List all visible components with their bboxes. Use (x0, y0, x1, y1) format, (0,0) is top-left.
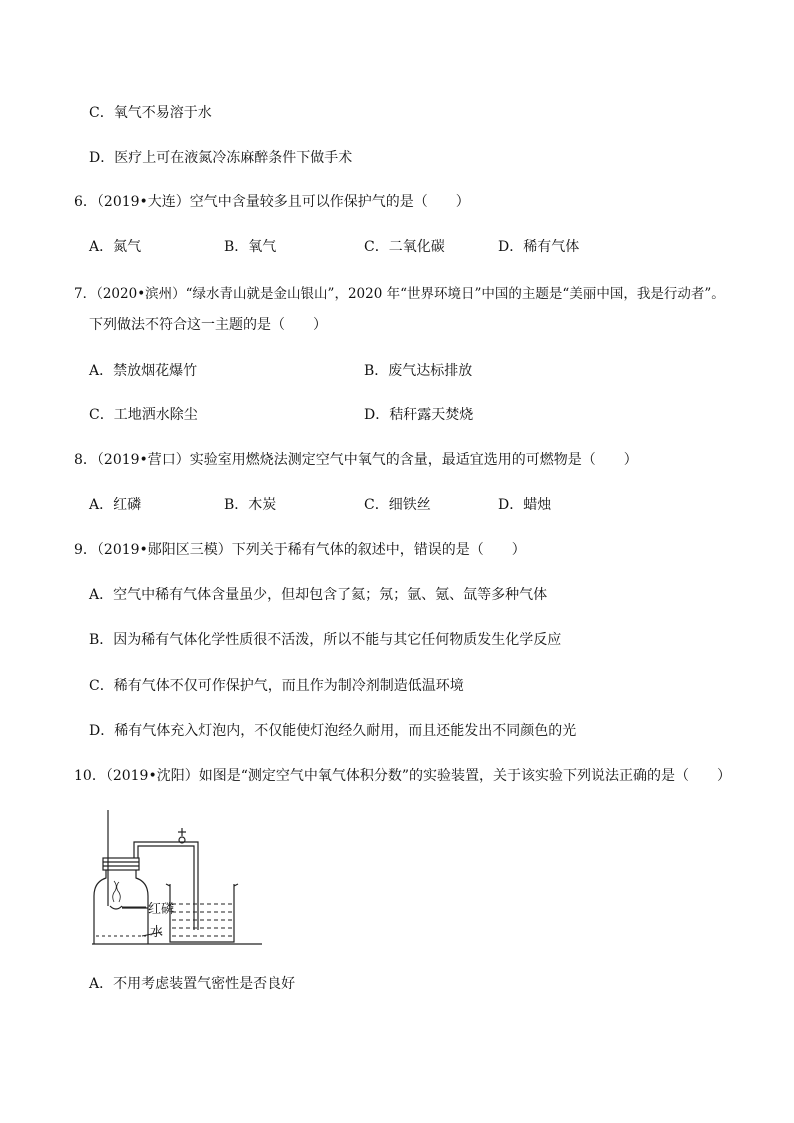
q7-stem-line2: 下列做法不符合这一主题的是（ ） (89, 317, 327, 333)
q6-stem: 6．（2019•大连）空气中含量较多且可以作保护气的是（ ） (74, 194, 470, 210)
apparatus-diagram (86, 806, 266, 952)
q7-option-a: A．禁放烟花爆竹 (89, 363, 198, 379)
q9-stem: 9．（2019•郧阳区三模）下列关于稀有气体的叙述中，错误的是（ ） (74, 542, 526, 558)
combustion-spoon (110, 906, 122, 909)
beaker (170, 884, 234, 942)
q8-option-c: C．细铁丝 (364, 497, 431, 513)
water-in-beaker (172, 904, 232, 936)
q10-stem: 10．（2019•沈阳）如图是“测定空气中氧气体积分数”的实验装置，关于该实验下列说法正确的是（ ） (74, 768, 732, 784)
q9-option-a: A．空气中稀有气体含量虽少，但却包含了氦；氖；氩、氪、氙等多种气体 (89, 587, 548, 603)
q7-option-d: D．秸秆露天焚烧 (364, 407, 474, 423)
apparatus-figure (86, 806, 266, 952)
q9-option-d: D．稀有气体充入灯泡内，不仅能使灯泡经久耐用，而且还能发出不同颜色的光 (89, 723, 577, 739)
label-red-phosphorus: 红磷 (148, 902, 175, 917)
q9-option-c: C．稀有气体不仅可作保护气，而且作为制冷剂制造低温环境 (89, 678, 464, 694)
q6-option-d: D．稀有气体 (498, 239, 580, 255)
q10-option-a: A．不用考虑装置气密性是否良好 (89, 976, 296, 992)
q9-option-b: B．因为稀有气体化学性质很不活泼，所以不能与其它任何物质发生化学反应 (89, 632, 562, 648)
q8-option-a: A．红磷 (89, 497, 142, 513)
q8-option-d: D．蜡烛 (498, 497, 552, 513)
q5-option-d: D．医疗上可在液氮冷冻麻醉条件下做手术 (89, 150, 353, 166)
q7-option-c: C．工地洒水除尘 (89, 407, 198, 423)
q8-option-b: B．木炭 (224, 497, 277, 513)
q6-option-a: A．氮气 (89, 239, 142, 255)
q5-option-c: C．氧气不易溶于水 (89, 105, 212, 121)
label-water: 水 (150, 925, 164, 940)
q6-option-c: C．二氧化碳 (364, 239, 445, 255)
q7-stem-line1: 7．（2020•滨州）“绿水青山就是金山银山”，2020 年“世界环境日”中国的主题是“美丽中国，我是行动者”。 (74, 286, 725, 302)
q7-option-b: B．废气达标排放 (364, 363, 473, 379)
q6-option-b: B．氧气 (224, 239, 277, 255)
q8-stem: 8．（2019•营口）实验室用燃烧法测定空气中氧气的含量，最适宜选用的可燃物是（ ） (74, 452, 638, 468)
